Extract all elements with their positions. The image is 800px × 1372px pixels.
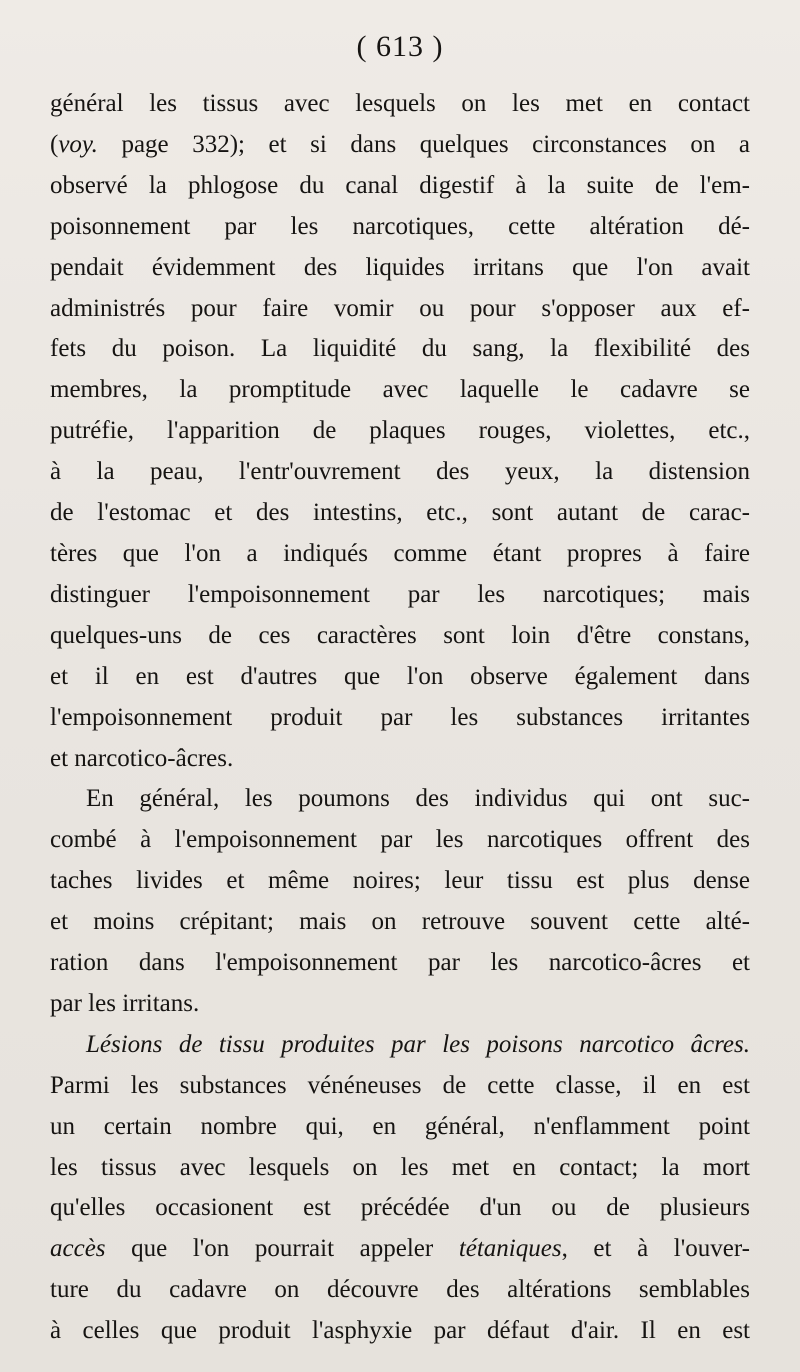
text-line: et il en est d'autres que l'on observe également dans (50, 662, 750, 690)
text-line: à celles que produit l'asphyxie par défaut d'air. Il en est (50, 1317, 750, 1345)
text-line: tères que l'on a indiqués comme étant propres à faire (50, 539, 750, 567)
text-line: (voy. page 332); et si dans quelques circonstances on a (50, 130, 750, 158)
text-line: fets du poison. La liquidité du sang, la flexibilité des (50, 335, 750, 363)
text-line: poisonnement par les narcotiques, cette altération dé- (50, 212, 750, 240)
text-line: et moins crépitant; mais on retrouve souvent cette alté- (50, 908, 750, 936)
text-line: accès que l'on pourrait appeler tétaniques, et à l'ouver- (50, 1235, 750, 1263)
paragraph-2 (50, 779, 750, 1024)
text-line: ration dans l'empoisonnement par les narcotico-âcres et (50, 949, 750, 977)
text-line: un certain nombre qui, en général, n'enflamment point (50, 1112, 750, 1140)
text-line: membres, la promptitude avec laquelle le cadavre se (50, 376, 750, 404)
text-line: administrés pour faire vomir ou pour s'opposer aux ef- (50, 294, 750, 322)
text-line: observé la phlogose du canal digestif à la suite de l'em- (50, 171, 750, 199)
text-line: pendait évidemment des liquides irritans que l'on avait (50, 253, 750, 281)
text-line: et narcotico-âcres. (50, 744, 234, 772)
text-line: de l'estomac et des intestins, etc., sont autant de carac- (50, 499, 750, 527)
text-line: quelques-uns de ces caractères sont loin d'être constans, (50, 621, 750, 649)
text-line: les tissus avec lesquels on les met en contact; la mort (50, 1153, 750, 1181)
body-text (50, 84, 750, 1352)
text-line: par les irritans. (50, 989, 200, 1017)
text-line: distinguer l'empoisonnement par les narcotiques; mais (50, 580, 750, 608)
text-line: Parmi les substances vénéneuses de cette classe, il en est (50, 1071, 750, 1099)
paragraph-1 (50, 84, 750, 779)
text-line: qu'elles occasionent est précédée d'un ou de plusieurs (50, 1194, 750, 1222)
text-line: ture du cadavre on découvre des altérations semblables (50, 1276, 750, 1304)
text-line: En général, les poumons des individus qui ont suc- (86, 785, 750, 813)
text-line: l'empoisonnement produit par les substances irritantes (50, 703, 750, 731)
text-line: général les tissus avec lesquels on les met en contact (50, 90, 750, 117)
page-number: ( 613 ) (356, 30, 444, 63)
text-line: combé à l'empoisonnement par les narcotiques offrent des (50, 826, 750, 854)
section-title: Lésions de tissu produites par les poisons narcotico âcres. (86, 1030, 750, 1058)
text-line: à la peau, l'entr'ouvrement des yeux, la distension (50, 458, 750, 486)
section-3 (50, 1025, 750, 1352)
text-line: putréfie, l'apparition de plaques rouges, violettes, etc., (50, 417, 750, 445)
text-line: taches livides et même noires; leur tissu est plus dense (50, 867, 750, 895)
